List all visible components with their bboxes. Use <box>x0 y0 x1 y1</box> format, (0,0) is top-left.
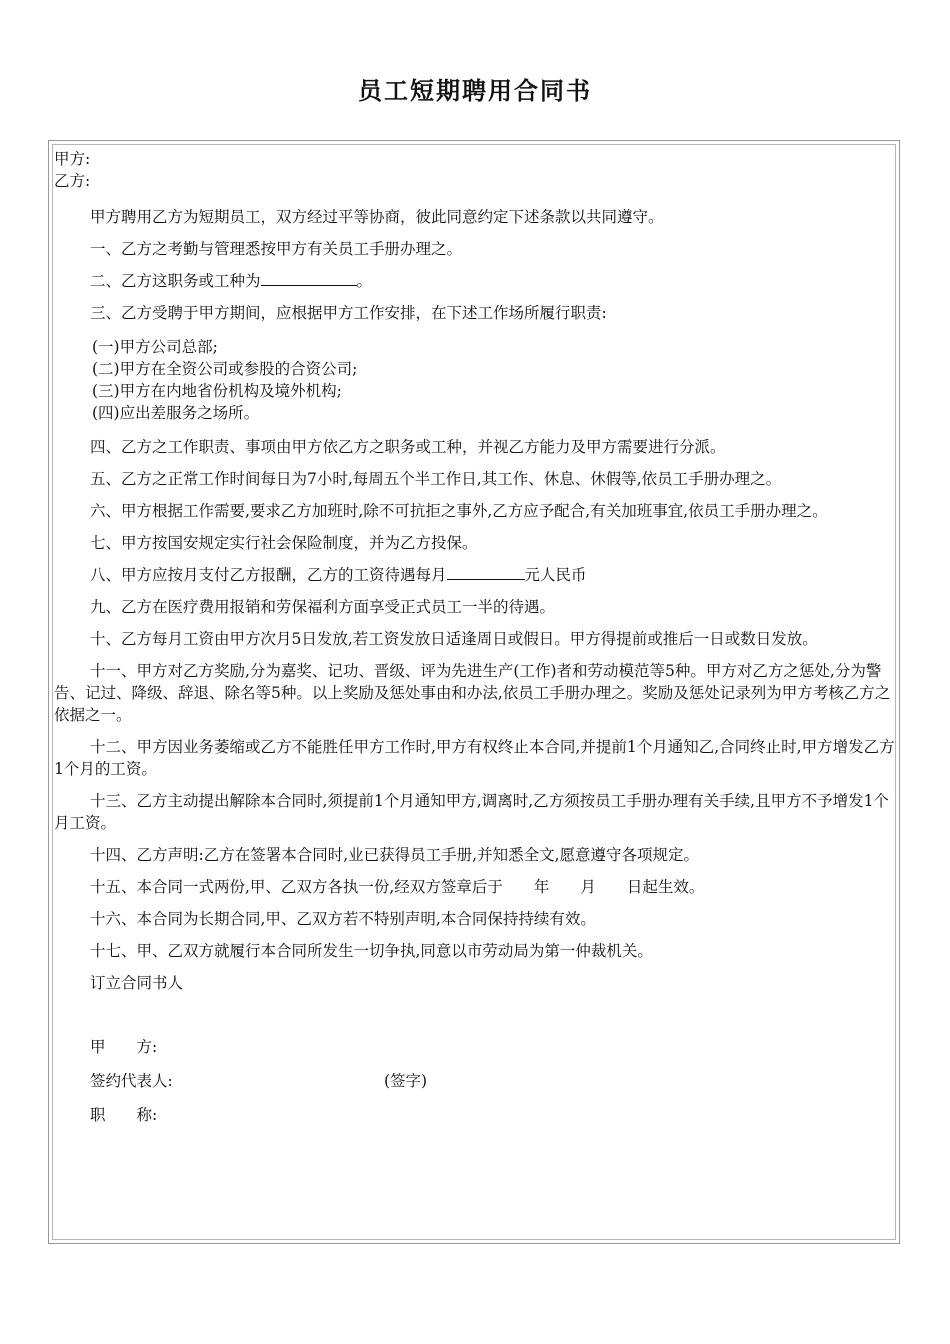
clause-16: 十六、本合同为长期合同,甲、乙双方若不特别声明,本合同保持持续有效。 <box>90 910 596 928</box>
clause-1: 一、乙方之考勤与管理悉按甲方有关员工手册办理之。 <box>90 240 463 258</box>
clause-12: 十二、甲方因业务萎缩或乙方不能胜任甲方工作时,甲方有权终止本合同,并提前1个月通知乙,合同终止时,甲方增发乙方1个月的工资。 <box>54 738 895 778</box>
clause-14: 十四、乙方声明:乙方在签署本合同时,业已获得员工手册,并知悉全文,愿意遵守各项规定。 <box>90 846 700 864</box>
clause-8-text: 八、甲方应按月支付乙方报酬，乙方的工资待遇每月 <box>90 566 447 584</box>
clause-7: 七、甲方按国安规定实行社会保险制度，并为乙方投保。 <box>90 534 478 552</box>
clause-3-list <box>54 336 896 424</box>
clause-11: 十一、甲方对乙方奖励,分为嘉奖、记功、晋级、评为先进生产(工作)者和劳动模范等5种。甲方对乙方之惩处,分为警告、记过、降级、辞退、除名等5种。以上奖励及惩处事由和办法,依员工手册办理之。奖励及惩处记录列为甲方考核乙方之依据之一。 <box>54 662 891 724</box>
contract-body <box>54 148 896 1126</box>
sign-rep-label: 签约代表人: <box>90 1072 173 1090</box>
clause-4: 四、乙方之工作职责、事项由甲方依乙方之职务或工种，并视乙方能力及甲方需要进行分派。 <box>90 438 726 456</box>
clause-2-text: 二、乙方这职务或工种为 <box>90 272 261 290</box>
party-a-label: 甲方: <box>54 150 91 168</box>
clause-8 <box>54 564 896 586</box>
sign-title-label: 职 称: <box>90 1106 158 1124</box>
list-item: (二)甲方在全资公司或参股的合资公司; <box>92 360 358 378</box>
list-item: (四)应出差服务之场所。 <box>92 404 260 422</box>
clause-8-end: 元人民币 <box>524 566 587 584</box>
sign-party-a <box>54 1036 896 1058</box>
salary-blank <box>447 564 525 580</box>
list-item: (一)甲方公司总部; <box>92 338 218 356</box>
job-title-blank <box>261 270 357 286</box>
signature-note: (签字) <box>384 1072 428 1090</box>
clause-15: 十五、本合同一式两份,甲、乙双方各执一份,经双方签章后于 年 月 日起生效。 <box>90 878 705 896</box>
sign-title <box>54 1104 896 1126</box>
clause-9: 九、乙方在医疗费用报销和劳保福利方面享受正式员工一半的待遇。 <box>90 598 556 616</box>
party-b-label: 乙方: <box>54 172 91 190</box>
clause-13: 十三、乙方主动提出解除本合同时,须提前1个月通知甲方,调离时,乙方须按员工手册办理有关手续,且甲方不予增发1个月工资。 <box>54 792 889 832</box>
clause-5: 五、乙方之正常工作时间每日为7小时,每周五个半工作日,其工作、休息、休假等,依员工手册办理之。 <box>90 470 782 488</box>
sign-representative <box>54 1070 896 1092</box>
clause-17: 十七、甲、乙双方就履行本合同所发生一切争执,同意以市劳动局为第一仲裁机关。 <box>90 942 653 960</box>
clause-6: 六、甲方根据工作需要,要求乙方加班时,除不可抗拒之事外,乙方应予配合,有关加班事宜,依员工手册办理之。 <box>90 502 828 520</box>
clause-3: 三、乙方受聘于甲方期间，应根据甲方工作安排，在下述工作场所履行职责: <box>90 304 607 322</box>
signing-heading: 订立合同书人 <box>90 974 184 992</box>
clause-2-end: 。 <box>356 272 373 290</box>
sign-party-a-label: 甲 方: <box>90 1038 158 1056</box>
clause-2 <box>54 270 896 292</box>
document-title: 员工短期聘用合同书 <box>358 77 592 105</box>
clause-10: 十、乙方每月工资由甲方次月5日发放,若工资发放日适逢周日或假日。甲方得提前或推后一日或数日发放。 <box>90 630 818 648</box>
intro-paragraph: 甲方聘用乙方为短期员工，双方经过平等协商，彼此同意约定下述条款以共同遵守。 <box>90 208 664 226</box>
list-item: (三)甲方在内地省份机构及境外机构; <box>92 382 342 400</box>
